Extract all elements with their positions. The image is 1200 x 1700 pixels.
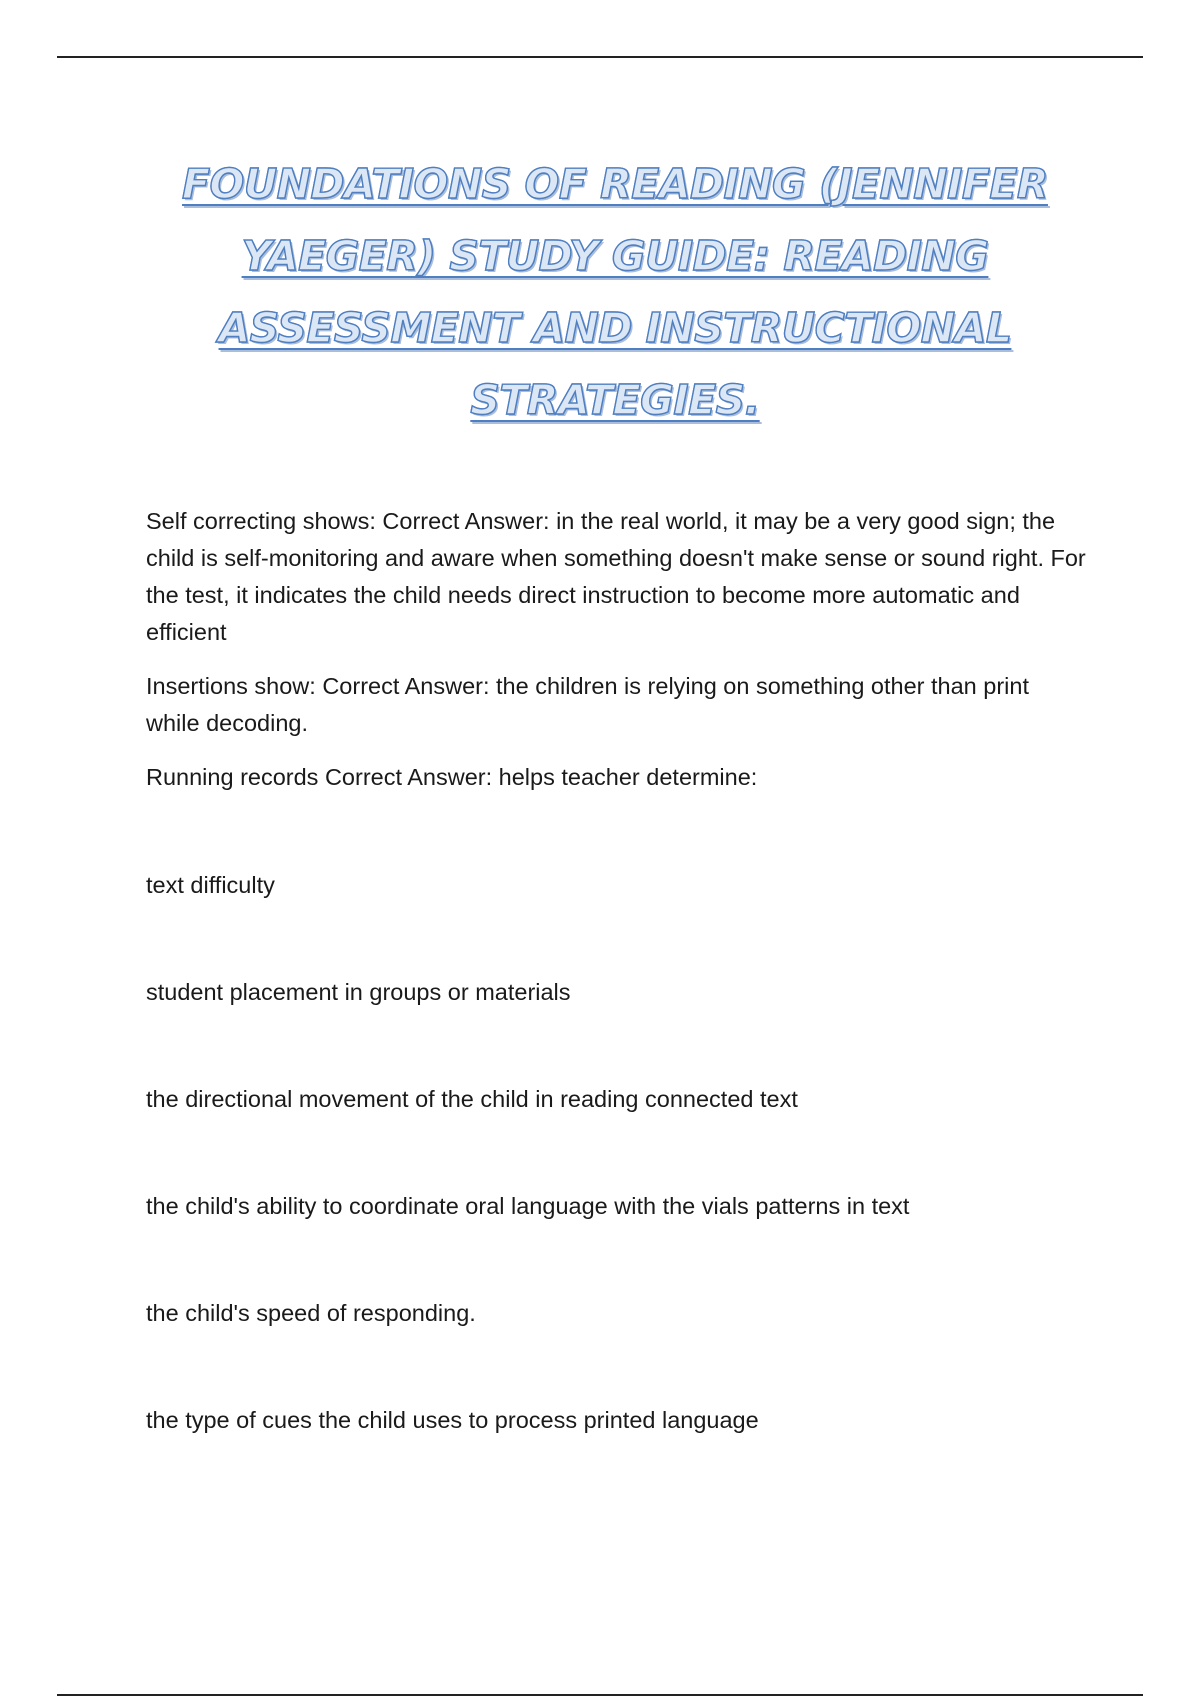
title-line-2: YAEGER) STUDY GUIDE: READING	[241, 232, 989, 280]
list-item-oral-language: the child's ability to coordinate oral language with the vials patterns in text	[146, 1193, 910, 1219]
title-line-4: STRATEGIES.	[470, 376, 760, 424]
list-item-text-difficulty: text difficulty	[146, 872, 275, 898]
title-line-1: FOUNDATIONS OF READING (JENNIFER	[182, 160, 1048, 208]
qa-insertions: Insertions show: Correct Answer: the children is relying on something other than print while decoding.	[146, 673, 1029, 736]
list-item-speed: the child's speed of responding.	[146, 1300, 476, 1326]
document-title	[150, 148, 1080, 436]
qa-running-records: Running records Correct Answer: helps teacher determine:	[146, 764, 758, 790]
qa-section	[146, 503, 1086, 813]
top-rule	[57, 56, 1143, 58]
title-line-3: ASSESSMENT AND INSTRUCTIONAL	[218, 304, 1012, 352]
list-item-student-placement: student placement in groups or materials	[146, 979, 571, 1005]
qa-self-correcting: Self correcting shows: Correct Answer: in the real world, it may be a very good sign; the child is self-monitoring and aware when something doesn't make sense or sound right. For the test, it indicates the child needs direct instruction to become more automatic and efficient	[146, 508, 1086, 645]
list-item-directional-movement: the directional movement of the child in reading connected text	[146, 1086, 798, 1112]
bottom-rule	[57, 1694, 1143, 1696]
list-item-cues: the type of cues the child uses to process printed language	[146, 1407, 759, 1433]
